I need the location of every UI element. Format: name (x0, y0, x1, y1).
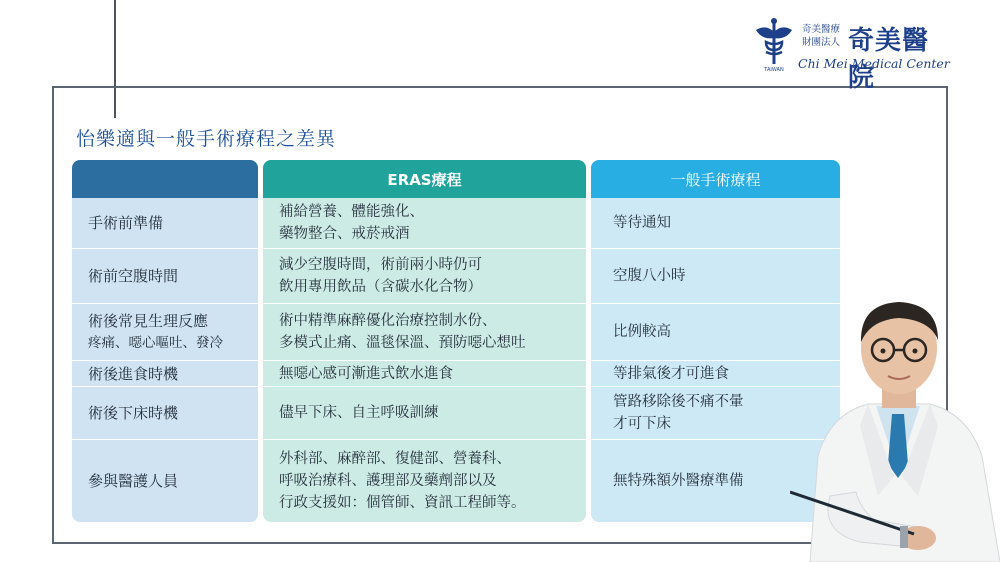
stage-column-header (72, 160, 258, 198)
general-cell: 等待通知 (613, 215, 671, 231)
eras-column (263, 160, 586, 522)
stage-cell: 術後進食時機 (88, 364, 179, 383)
stage-sub-label: 疼痛、噁心嘔吐、發冷 (88, 335, 223, 351)
emblem-text: TAIWAN (764, 67, 784, 72)
hospital-logo (752, 16, 952, 93)
general-column-header: 一般手術療程 (591, 160, 840, 198)
eras-column-header: ERAS療程 (263, 160, 586, 198)
eras-cell: 減少空腹時間，術前兩小時仍可 飲用專用飲品（含碳水化合物） (279, 257, 482, 295)
hospital-name-cn: 奇美醫院 (848, 26, 930, 93)
general-cell: 管路移除後不痛不暈 才可下床 (613, 394, 744, 432)
stage-main-label: 術後常見生理反應 (88, 312, 209, 330)
stage-cell: 術後下床時機 (88, 404, 179, 422)
general-cell: 等排氣後才可進食 (613, 365, 729, 382)
eras-cell: 術中精準麻醉優化治療控制水份、 多模式止痛、溫毯保溫、預防噁心想吐 (279, 313, 526, 351)
foundation-line-2: 財團法人 (802, 37, 841, 48)
stage-cell: 術前空腹時間 (88, 267, 179, 285)
stage-cell: 手術前準備 (88, 214, 164, 232)
doctor-illustration (790, 296, 1000, 562)
general-cell: 無特殊額外醫療準備 (613, 473, 744, 489)
eras-cell: 外科部、麻醉部、復健部、營養科、 呼吸治療科、護理部及藥劑部以及 行政支援如：個管師、資訊工程師等。 (279, 451, 526, 511)
hospital-name-en: Chi Mei Medical Center (798, 56, 950, 71)
stage-cell-multi (72, 304, 258, 360)
caduceus-emblem-icon (752, 16, 796, 72)
eras-cell: 儘早下床、自主呼吸訓練 (279, 405, 439, 421)
general-cell: 比例較高 (613, 324, 671, 340)
eras-cell: 補給營養、體能強化、 藥物整合、戒菸戒酒 (279, 204, 424, 242)
stage-column (72, 160, 258, 522)
stage-cell: 參與醫護人員 (88, 472, 179, 490)
foundation-line-1: 奇美醫療 (802, 24, 841, 35)
page-title: 怡樂適與一般手術療程之差異 (76, 128, 337, 150)
general-cell: 空腹八小時 (613, 268, 686, 284)
eras-cell: 無噁心感可漸進式飲水進食 (279, 365, 453, 382)
